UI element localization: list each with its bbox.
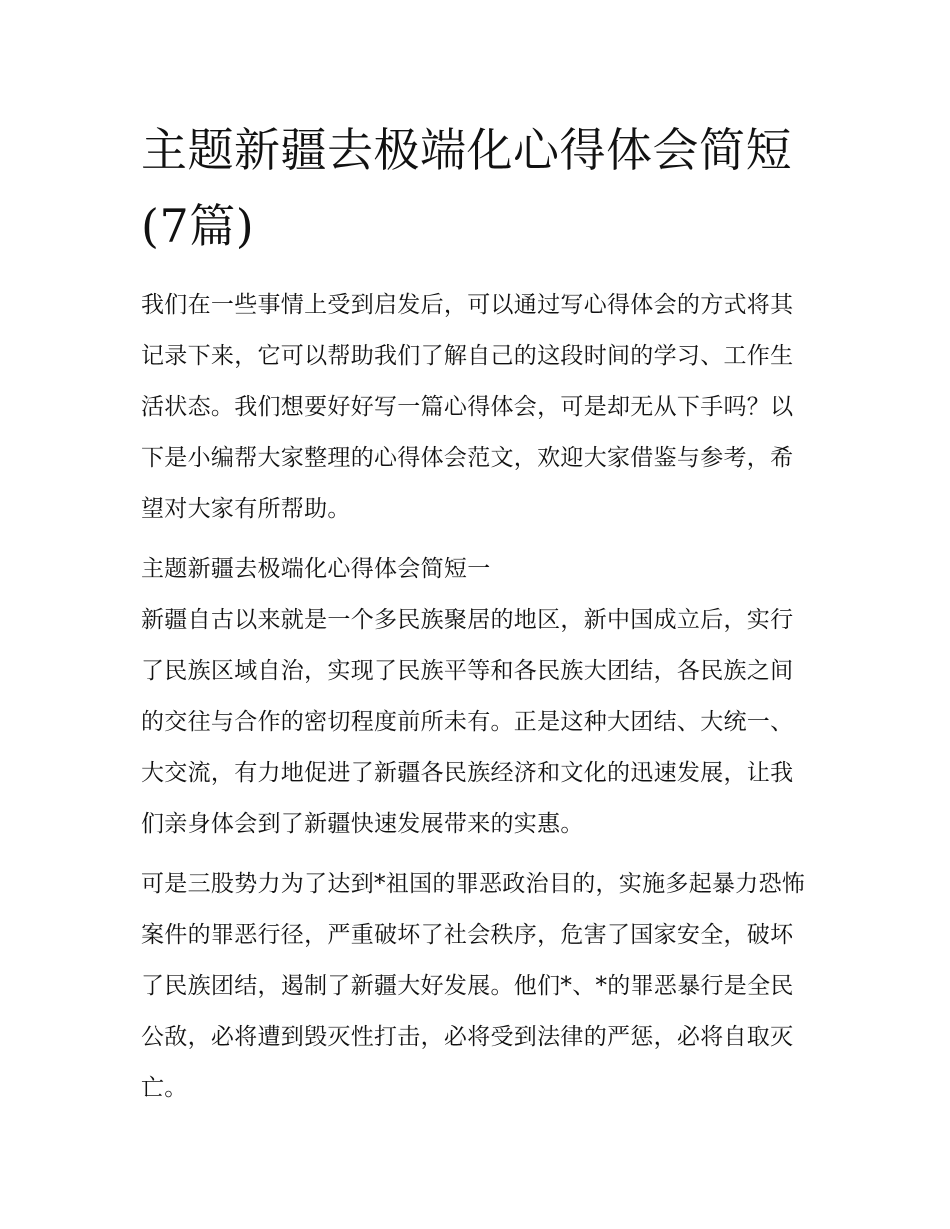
- document-body: [141, 280, 816, 1123]
- body-paragraph-2: 可是三股势力为了达到*祖国的罪恶政治目的，实施多起暴力恐怖案件的罪恶行径，严重破坏了社会秩序，危害了国家安全，破坏了民族团结，遏制了新疆大好发展。他们*、*的罪恶暴行是全民公敌，必将遭到毁灭性打击，必将受到法律的严惩，必将自取灭亡。: [141, 871, 806, 1101]
- body-paragraph-1: 新疆自古以来就是一个多民族聚居的地区，新中国成立后，实行了民族区域自治，实现了民族平等和各民族大团结，各民族之间的交往与合作的密切程度前所未有。正是这种大团结、大统一、大交流，有力地促进了新疆各民族经济和文化的迅速发展，让我们亲身体会到了新疆快速发展带来的实惠。: [141, 607, 794, 837]
- document-title: 主题新疆去极端化心得体会简短(7篇): [141, 123, 792, 253]
- section-heading: 主题新疆去极端化心得体会简短一: [141, 556, 491, 582]
- intro-paragraph: 我们在一些事情上受到启发后，可以通过写心得体会的方式将其记录下来，它可以帮助我们了解自己的这段时间的学习、工作生活状态。我们想要好好写一篇心得体会，可是却无从下手吗？以下是小编帮大家整理的心得体会范文，欢迎大家借鉴与参考，希望对大家有所帮助。: [141, 292, 794, 522]
